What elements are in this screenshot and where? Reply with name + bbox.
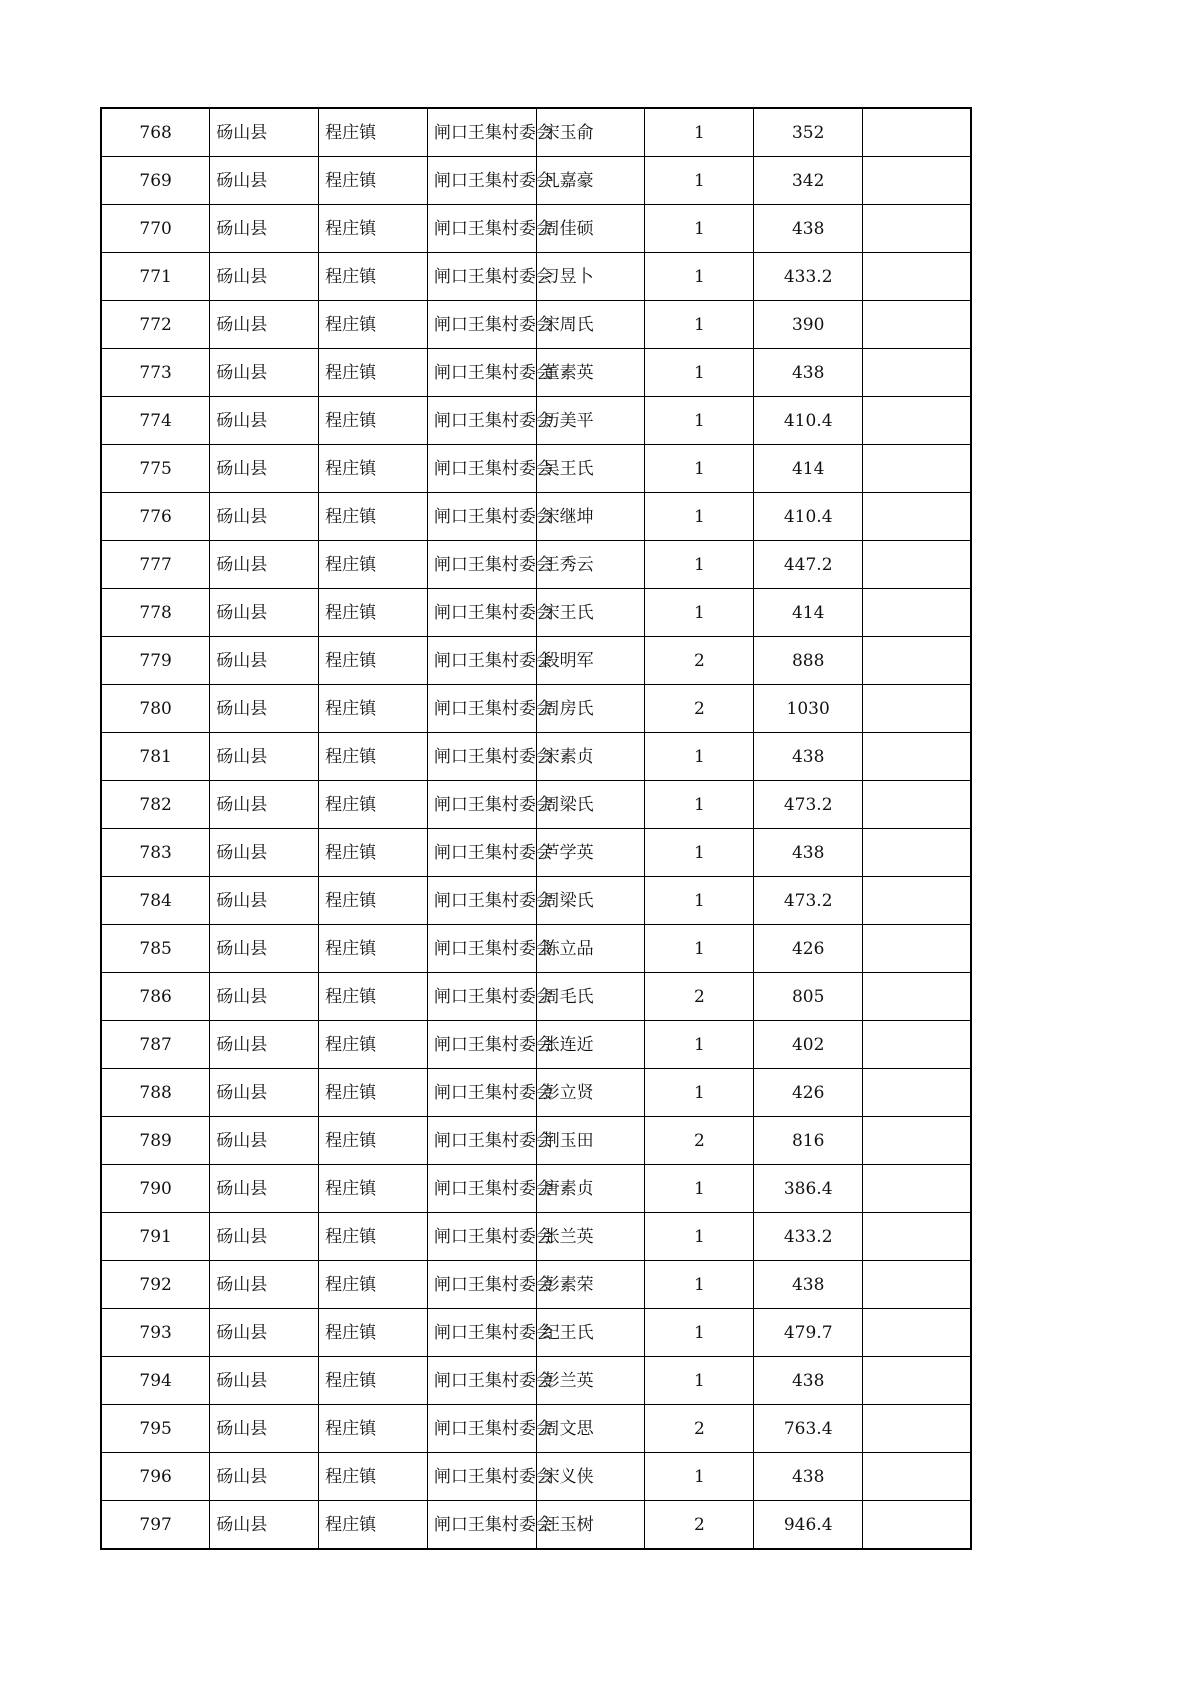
person-name-cell: 凡嘉豪 bbox=[536, 157, 645, 205]
table-row bbox=[101, 301, 971, 349]
town-cell: 程庄镇 bbox=[319, 973, 428, 1021]
person-name-cell: 周佳硕 bbox=[536, 205, 645, 253]
table-row bbox=[101, 397, 971, 445]
town-cell: 程庄镇 bbox=[319, 253, 428, 301]
person-name-cell: 周梁氏 bbox=[536, 781, 645, 829]
remark-cell bbox=[863, 925, 972, 973]
village-committee-cell: 闸口王集村委会 bbox=[427, 781, 536, 829]
person-name-cell: 张连近 bbox=[536, 1021, 645, 1069]
amount-cell: 410.4 bbox=[754, 397, 863, 445]
village-committee-cell: 闸口王集村委会 bbox=[427, 829, 536, 877]
table-row bbox=[101, 733, 971, 781]
county-cell: 砀山县 bbox=[210, 1261, 319, 1309]
row-number-cell: 782 bbox=[101, 781, 210, 829]
remark-cell bbox=[863, 541, 972, 589]
table-row bbox=[101, 589, 971, 637]
remark-cell bbox=[863, 157, 972, 205]
row-number-cell: 789 bbox=[101, 1117, 210, 1165]
row-number-cell: 776 bbox=[101, 493, 210, 541]
county-cell: 砀山县 bbox=[210, 1069, 319, 1117]
row-number-cell: 794 bbox=[101, 1357, 210, 1405]
row-number-cell: 774 bbox=[101, 397, 210, 445]
town-cell: 程庄镇 bbox=[319, 1501, 428, 1550]
amount-cell: 402 bbox=[754, 1021, 863, 1069]
household-count-cell: 1 bbox=[645, 1069, 754, 1117]
table-row bbox=[101, 1021, 971, 1069]
remark-cell bbox=[863, 397, 972, 445]
table-row bbox=[101, 1069, 971, 1117]
household-count-cell: 2 bbox=[645, 973, 754, 1021]
table-row bbox=[101, 685, 971, 733]
person-name-cell: 芦学英 bbox=[536, 829, 645, 877]
county-cell: 砀山县 bbox=[210, 1117, 319, 1165]
town-cell: 程庄镇 bbox=[319, 1069, 428, 1117]
household-count-cell: 1 bbox=[645, 733, 754, 781]
table-row bbox=[101, 493, 971, 541]
county-cell: 砀山县 bbox=[210, 1501, 319, 1550]
remark-cell bbox=[863, 1165, 972, 1213]
remark-cell bbox=[863, 205, 972, 253]
village-committee-cell: 闸口王集村委会 bbox=[427, 1261, 536, 1309]
village-committee-cell: 闸口王集村委会 bbox=[427, 157, 536, 205]
person-name-cell: 彭兰英 bbox=[536, 1357, 645, 1405]
remark-cell bbox=[863, 637, 972, 685]
table-row bbox=[101, 925, 971, 973]
county-cell: 砀山县 bbox=[210, 397, 319, 445]
amount-cell: 426 bbox=[754, 1069, 863, 1117]
amount-cell: 414 bbox=[754, 589, 863, 637]
person-name-cell: 彭素荣 bbox=[536, 1261, 645, 1309]
remark-cell bbox=[863, 829, 972, 877]
remark-cell bbox=[863, 1309, 972, 1357]
amount-cell: 473.2 bbox=[754, 877, 863, 925]
household-count-cell: 2 bbox=[645, 637, 754, 685]
town-cell: 程庄镇 bbox=[319, 493, 428, 541]
amount-cell: 438 bbox=[754, 1261, 863, 1309]
remark-cell bbox=[863, 1069, 972, 1117]
town-cell: 程庄镇 bbox=[319, 397, 428, 445]
village-committee-cell: 闸口王集村委会 bbox=[427, 973, 536, 1021]
person-name-cell: 王秀云 bbox=[536, 541, 645, 589]
village-committee-cell: 闸口王集村委会 bbox=[427, 733, 536, 781]
county-cell: 砀山县 bbox=[210, 157, 319, 205]
town-cell: 程庄镇 bbox=[319, 877, 428, 925]
county-cell: 砀山县 bbox=[210, 1453, 319, 1501]
table-row bbox=[101, 781, 971, 829]
town-cell: 程庄镇 bbox=[319, 205, 428, 253]
person-name-cell: 荆玉田 bbox=[536, 1117, 645, 1165]
household-count-cell: 1 bbox=[645, 1165, 754, 1213]
town-cell: 程庄镇 bbox=[319, 1261, 428, 1309]
household-count-cell: 1 bbox=[645, 541, 754, 589]
household-count-cell: 1 bbox=[645, 829, 754, 877]
row-number-cell: 775 bbox=[101, 445, 210, 493]
person-name-cell: 周文思 bbox=[536, 1405, 645, 1453]
county-cell: 砀山县 bbox=[210, 925, 319, 973]
person-name-cell: 吴王氏 bbox=[536, 445, 645, 493]
household-count-cell: 1 bbox=[645, 493, 754, 541]
person-name-cell: 张兰英 bbox=[536, 1213, 645, 1261]
household-count-cell: 1 bbox=[645, 301, 754, 349]
county-cell: 砀山县 bbox=[210, 301, 319, 349]
household-count-cell: 1 bbox=[645, 253, 754, 301]
village-committee-cell: 闸口王集村委会 bbox=[427, 1213, 536, 1261]
town-cell: 程庄镇 bbox=[319, 637, 428, 685]
county-cell: 砀山县 bbox=[210, 1357, 319, 1405]
person-name-cell: 刁昱卜 bbox=[536, 253, 645, 301]
town-cell: 程庄镇 bbox=[319, 301, 428, 349]
amount-cell: 438 bbox=[754, 1357, 863, 1405]
town-cell: 程庄镇 bbox=[319, 157, 428, 205]
row-number-cell: 780 bbox=[101, 685, 210, 733]
county-cell: 砀山县 bbox=[210, 781, 319, 829]
table-row bbox=[101, 1309, 971, 1357]
remark-cell bbox=[863, 108, 972, 157]
row-number-cell: 785 bbox=[101, 925, 210, 973]
village-committee-cell: 闸口王集村委会 bbox=[427, 685, 536, 733]
town-cell: 程庄镇 bbox=[319, 1213, 428, 1261]
person-name-cell: 董素英 bbox=[536, 349, 645, 397]
county-cell: 砀山县 bbox=[210, 253, 319, 301]
person-name-cell: 宋周氏 bbox=[536, 301, 645, 349]
village-committee-cell: 闸口王集村委会 bbox=[427, 1165, 536, 1213]
table-row bbox=[101, 205, 971, 253]
amount-cell: 438 bbox=[754, 733, 863, 781]
amount-cell: 438 bbox=[754, 349, 863, 397]
table-row bbox=[101, 253, 971, 301]
town-cell: 程庄镇 bbox=[319, 1309, 428, 1357]
household-count-cell: 2 bbox=[645, 1405, 754, 1453]
village-committee-cell: 闸口王集村委会 bbox=[427, 1501, 536, 1550]
village-committee-cell: 闸口王集村委会 bbox=[427, 1357, 536, 1405]
household-count-cell: 2 bbox=[645, 1117, 754, 1165]
table-row bbox=[101, 1165, 971, 1213]
remark-cell bbox=[863, 781, 972, 829]
town-cell: 程庄镇 bbox=[319, 349, 428, 397]
town-cell: 程庄镇 bbox=[319, 1117, 428, 1165]
household-count-cell: 1 bbox=[645, 157, 754, 205]
county-cell: 砀山县 bbox=[210, 1021, 319, 1069]
person-name-cell: 周房氏 bbox=[536, 685, 645, 733]
person-name-cell: 周毛氏 bbox=[536, 973, 645, 1021]
village-committee-cell: 闸口王集村委会 bbox=[427, 301, 536, 349]
table-row bbox=[101, 445, 971, 493]
county-cell: 砀山县 bbox=[210, 1405, 319, 1453]
household-count-cell: 1 bbox=[645, 205, 754, 253]
county-cell: 砀山县 bbox=[210, 1165, 319, 1213]
remark-cell bbox=[863, 1117, 972, 1165]
household-count-cell: 1 bbox=[645, 1453, 754, 1501]
table-row bbox=[101, 877, 971, 925]
row-number-cell: 797 bbox=[101, 1501, 210, 1550]
town-cell: 程庄镇 bbox=[319, 1357, 428, 1405]
town-cell: 程庄镇 bbox=[319, 108, 428, 157]
person-name-cell: 段明军 bbox=[536, 637, 645, 685]
household-count-cell: 1 bbox=[645, 877, 754, 925]
table-row bbox=[101, 637, 971, 685]
table-row bbox=[101, 829, 971, 877]
amount-cell: 433.2 bbox=[754, 253, 863, 301]
amount-cell: 438 bbox=[754, 205, 863, 253]
amount-cell: 342 bbox=[754, 157, 863, 205]
table-row bbox=[101, 1501, 971, 1550]
row-number-cell: 796 bbox=[101, 1453, 210, 1501]
person-name-cell: 宋继坤 bbox=[536, 493, 645, 541]
remark-cell bbox=[863, 1021, 972, 1069]
county-cell: 砀山县 bbox=[210, 685, 319, 733]
row-number-cell: 778 bbox=[101, 589, 210, 637]
row-number-cell: 788 bbox=[101, 1069, 210, 1117]
person-name-cell: 唐素贞 bbox=[536, 1165, 645, 1213]
amount-cell: 763.4 bbox=[754, 1405, 863, 1453]
remark-cell bbox=[863, 1405, 972, 1453]
village-committee-cell: 闸口王集村委会 bbox=[427, 1117, 536, 1165]
table-row bbox=[101, 1453, 971, 1501]
row-number-cell: 795 bbox=[101, 1405, 210, 1453]
table-row bbox=[101, 349, 971, 397]
row-number-cell: 793 bbox=[101, 1309, 210, 1357]
household-count-cell: 2 bbox=[645, 1501, 754, 1550]
village-committee-cell: 闸口王集村委会 bbox=[427, 445, 536, 493]
remark-cell bbox=[863, 877, 972, 925]
village-committee-cell: 闸口王集村委会 bbox=[427, 1021, 536, 1069]
town-cell: 程庄镇 bbox=[319, 1405, 428, 1453]
household-count-cell: 1 bbox=[645, 1357, 754, 1405]
county-cell: 砀山县 bbox=[210, 349, 319, 397]
household-count-cell: 1 bbox=[645, 589, 754, 637]
row-number-cell: 787 bbox=[101, 1021, 210, 1069]
roster-table bbox=[100, 107, 972, 1550]
county-cell: 砀山县 bbox=[210, 108, 319, 157]
household-count-cell: 1 bbox=[645, 349, 754, 397]
row-number-cell: 768 bbox=[101, 108, 210, 157]
table-row bbox=[101, 1405, 971, 1453]
household-count-cell: 1 bbox=[645, 1309, 754, 1357]
village-committee-cell: 闸口王集村委会 bbox=[427, 877, 536, 925]
town-cell: 程庄镇 bbox=[319, 685, 428, 733]
table-row bbox=[101, 1213, 971, 1261]
remark-cell bbox=[863, 589, 972, 637]
roster-table-body bbox=[101, 108, 971, 1549]
table-row bbox=[101, 157, 971, 205]
remark-cell bbox=[863, 349, 972, 397]
person-name-cell: 彭立贤 bbox=[536, 1069, 645, 1117]
county-cell: 砀山县 bbox=[210, 877, 319, 925]
amount-cell: 438 bbox=[754, 1453, 863, 1501]
row-number-cell: 786 bbox=[101, 973, 210, 1021]
town-cell: 程庄镇 bbox=[319, 1453, 428, 1501]
household-count-cell: 1 bbox=[645, 1213, 754, 1261]
household-count-cell: 1 bbox=[645, 925, 754, 973]
amount-cell: 473.2 bbox=[754, 781, 863, 829]
remark-cell bbox=[863, 1453, 972, 1501]
row-number-cell: 769 bbox=[101, 157, 210, 205]
county-cell: 砀山县 bbox=[210, 637, 319, 685]
county-cell: 砀山县 bbox=[210, 829, 319, 877]
row-number-cell: 792 bbox=[101, 1261, 210, 1309]
amount-cell: 447.2 bbox=[754, 541, 863, 589]
town-cell: 程庄镇 bbox=[319, 1021, 428, 1069]
person-name-cell: 宋素贞 bbox=[536, 733, 645, 781]
household-count-cell: 2 bbox=[645, 685, 754, 733]
household-count-cell: 1 bbox=[645, 1021, 754, 1069]
village-committee-cell: 闸口王集村委会 bbox=[427, 1405, 536, 1453]
remark-cell bbox=[863, 253, 972, 301]
amount-cell: 352 bbox=[754, 108, 863, 157]
table-row bbox=[101, 108, 971, 157]
town-cell: 程庄镇 bbox=[319, 733, 428, 781]
row-number-cell: 771 bbox=[101, 253, 210, 301]
county-cell: 砀山县 bbox=[210, 973, 319, 1021]
village-committee-cell: 闸口王集村委会 bbox=[427, 1069, 536, 1117]
town-cell: 程庄镇 bbox=[319, 925, 428, 973]
row-number-cell: 772 bbox=[101, 301, 210, 349]
town-cell: 程庄镇 bbox=[319, 781, 428, 829]
household-count-cell: 1 bbox=[645, 781, 754, 829]
county-cell: 砀山县 bbox=[210, 1213, 319, 1261]
amount-cell: 390 bbox=[754, 301, 863, 349]
row-number-cell: 783 bbox=[101, 829, 210, 877]
person-name-cell: 宋义侠 bbox=[536, 1453, 645, 1501]
row-number-cell: 779 bbox=[101, 637, 210, 685]
person-name-cell: 汪玉树 bbox=[536, 1501, 645, 1550]
person-name-cell: 陈立品 bbox=[536, 925, 645, 973]
county-cell: 砀山县 bbox=[210, 541, 319, 589]
town-cell: 程庄镇 bbox=[319, 829, 428, 877]
household-count-cell: 1 bbox=[645, 1261, 754, 1309]
remark-cell bbox=[863, 445, 972, 493]
remark-cell bbox=[863, 493, 972, 541]
remark-cell bbox=[863, 301, 972, 349]
table-row bbox=[101, 973, 971, 1021]
town-cell: 程庄镇 bbox=[319, 445, 428, 493]
amount-cell: 816 bbox=[754, 1117, 863, 1165]
amount-cell: 1030 bbox=[754, 685, 863, 733]
amount-cell: 414 bbox=[754, 445, 863, 493]
village-committee-cell: 闸口王集村委会 bbox=[427, 1309, 536, 1357]
county-cell: 砀山县 bbox=[210, 589, 319, 637]
village-committee-cell: 闸口王集村委会 bbox=[427, 493, 536, 541]
county-cell: 砀山县 bbox=[210, 445, 319, 493]
village-committee-cell: 闸口王集村委会 bbox=[427, 349, 536, 397]
village-committee-cell: 闸口王集村委会 bbox=[427, 925, 536, 973]
person-name-cell: 宋玉俞 bbox=[536, 108, 645, 157]
village-committee-cell: 闸口王集村委会 bbox=[427, 108, 536, 157]
amount-cell: 433.2 bbox=[754, 1213, 863, 1261]
county-cell: 砀山县 bbox=[210, 1309, 319, 1357]
county-cell: 砀山县 bbox=[210, 733, 319, 781]
village-committee-cell: 闸口王集村委会 bbox=[427, 637, 536, 685]
amount-cell: 386.4 bbox=[754, 1165, 863, 1213]
town-cell: 程庄镇 bbox=[319, 589, 428, 637]
village-committee-cell: 闸口王集村委会 bbox=[427, 541, 536, 589]
row-number-cell: 784 bbox=[101, 877, 210, 925]
table-row bbox=[101, 1357, 971, 1405]
remark-cell bbox=[863, 1357, 972, 1405]
town-cell: 程庄镇 bbox=[319, 1165, 428, 1213]
amount-cell: 888 bbox=[754, 637, 863, 685]
person-name-cell: 历美平 bbox=[536, 397, 645, 445]
row-number-cell: 773 bbox=[101, 349, 210, 397]
remark-cell bbox=[863, 733, 972, 781]
table-row bbox=[101, 541, 971, 589]
household-count-cell: 1 bbox=[645, 445, 754, 493]
person-name-cell: 宋王氏 bbox=[536, 589, 645, 637]
amount-cell: 410.4 bbox=[754, 493, 863, 541]
remark-cell bbox=[863, 1261, 972, 1309]
table-row bbox=[101, 1261, 971, 1309]
village-committee-cell: 闸口王集村委会 bbox=[427, 397, 536, 445]
village-committee-cell: 闸口王集村委会 bbox=[427, 253, 536, 301]
household-count-cell: 1 bbox=[645, 397, 754, 445]
village-committee-cell: 闸口王集村委会 bbox=[427, 589, 536, 637]
household-count-cell: 1 bbox=[645, 108, 754, 157]
amount-cell: 479.7 bbox=[754, 1309, 863, 1357]
person-name-cell: 纪王氏 bbox=[536, 1309, 645, 1357]
row-number-cell: 770 bbox=[101, 205, 210, 253]
row-number-cell: 791 bbox=[101, 1213, 210, 1261]
remark-cell bbox=[863, 1213, 972, 1261]
amount-cell: 438 bbox=[754, 829, 863, 877]
village-committee-cell: 闸口王集村委会 bbox=[427, 1453, 536, 1501]
remark-cell bbox=[863, 1501, 972, 1550]
county-cell: 砀山县 bbox=[210, 493, 319, 541]
county-cell: 砀山县 bbox=[210, 205, 319, 253]
person-name-cell: 周梁氏 bbox=[536, 877, 645, 925]
row-number-cell: 781 bbox=[101, 733, 210, 781]
remark-cell bbox=[863, 685, 972, 733]
remark-cell bbox=[863, 973, 972, 1021]
amount-cell: 805 bbox=[754, 973, 863, 1021]
amount-cell: 946.4 bbox=[754, 1501, 863, 1550]
town-cell: 程庄镇 bbox=[319, 541, 428, 589]
table-row bbox=[101, 1117, 971, 1165]
village-committee-cell: 闸口王集村委会 bbox=[427, 205, 536, 253]
amount-cell: 426 bbox=[754, 925, 863, 973]
row-number-cell: 777 bbox=[101, 541, 210, 589]
row-number-cell: 790 bbox=[101, 1165, 210, 1213]
